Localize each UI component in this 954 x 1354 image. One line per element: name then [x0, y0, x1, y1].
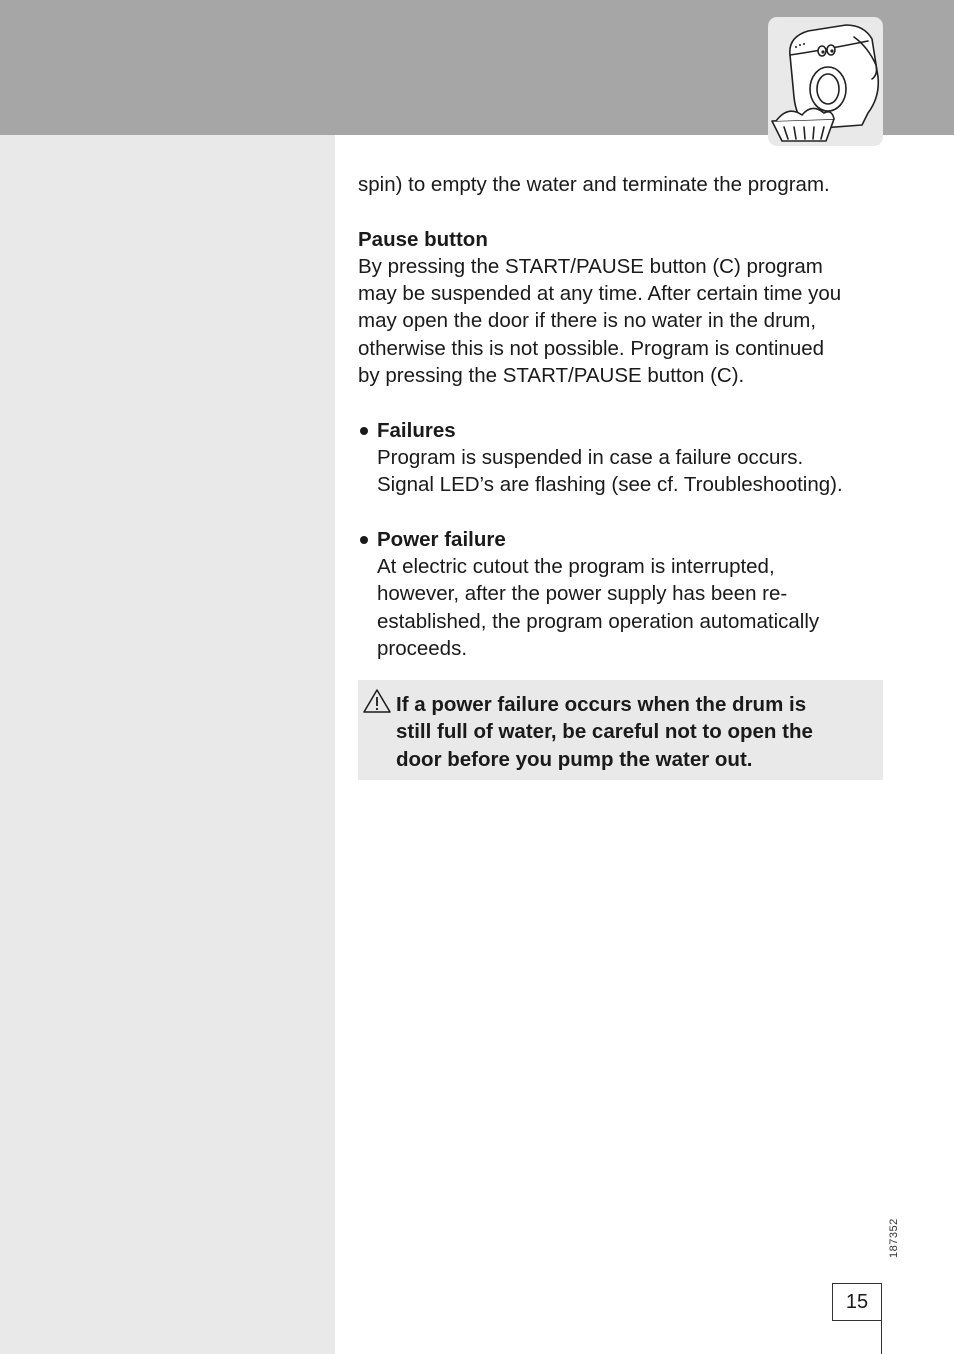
power-failure-line: proceeds.	[377, 637, 468, 661]
power-failure-heading: Power failure	[377, 527, 506, 551]
washing-machine-mascot-logo	[768, 17, 883, 146]
page-number: 15	[832, 1283, 882, 1321]
warning-text	[396, 691, 876, 773]
pause-line: may be suspended at any time. After certain time you	[358, 282, 842, 306]
failures-line: Program is suspended in case a failure occurs.	[377, 445, 804, 469]
failures-heading: Failures	[377, 418, 456, 442]
manual-text-column	[358, 171, 888, 662]
warning-line: door before you pump the water out.	[396, 747, 753, 771]
page-number-rule	[881, 1321, 882, 1354]
bullet-icon	[360, 427, 368, 435]
pause-line: by pressing the START/PAUSE button (C).	[358, 364, 745, 388]
pause-button-heading: Pause button	[358, 227, 488, 251]
failures-line: Signal LED’s are flashing (see cf. Troubleshooting).	[377, 473, 843, 497]
continuation-paragraph: spin) to empty the water and terminate the program.	[358, 173, 830, 196]
pause-button-section	[358, 226, 888, 390]
warning-line: still full of water, be careful not to open the	[396, 720, 813, 744]
power-failure-line: however, after the power supply has been re-	[377, 582, 788, 606]
failures-section	[358, 417, 888, 499]
warning-triangle-icon	[362, 688, 392, 714]
warning-line: If a power failure occurs when the drum is	[396, 693, 807, 716]
pause-line: may open the door if there is no water in the drum,	[358, 309, 817, 333]
washing-machine-icon	[768, 17, 883, 146]
power-failure-section	[358, 526, 888, 662]
warning-callout	[358, 680, 883, 780]
left-sidebar-panel	[0, 135, 335, 1354]
power-failure-line: established, the program operation automatically	[377, 609, 820, 633]
document-code: 187352	[888, 1218, 900, 1258]
pause-line: otherwise this is not possible. Program is continued	[358, 336, 825, 360]
bullet-icon	[360, 536, 368, 544]
pause-line: By pressing the START/PAUSE button (C) program	[358, 254, 823, 278]
power-failure-line: At electric cutout the program is interrupted,	[377, 555, 775, 579]
